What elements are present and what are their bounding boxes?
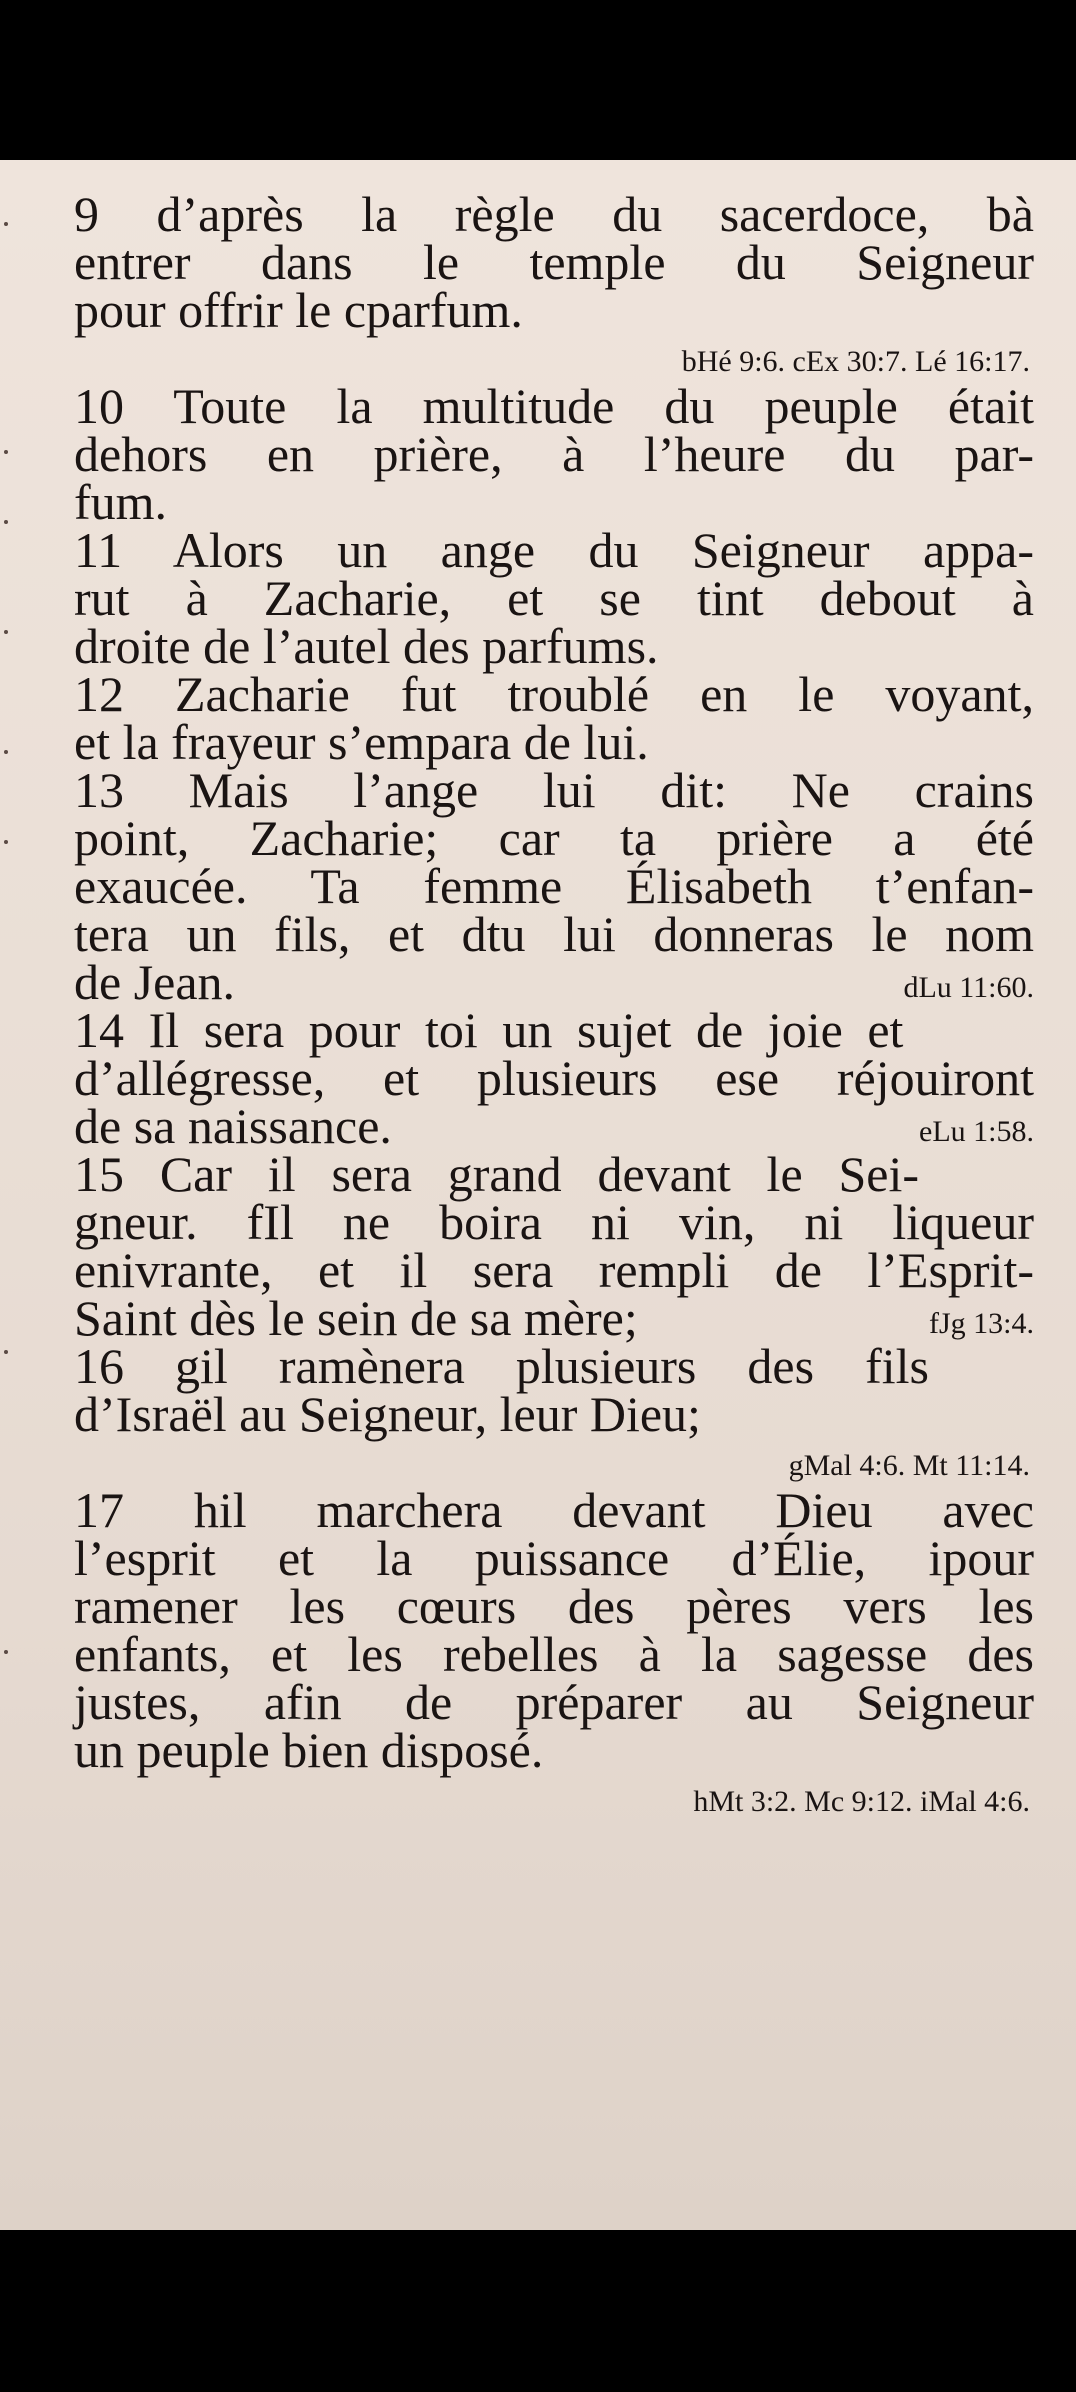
verse-line: 14 Il sera pour toi un sujet de joie et	[74, 1002, 904, 1058]
margin-mark	[4, 750, 8, 754]
verse-line: droite de l’autel des parfums.	[74, 618, 659, 674]
verse-line-with-reference	[74, 954, 1034, 1010]
margin-mark	[4, 630, 8, 634]
verse-line: fum.	[74, 474, 168, 530]
margin-mark	[4, 520, 8, 524]
verse-line: 17 hil marchera devant Dieu avec	[74, 1482, 1034, 1538]
cross-reference: dLu 11:60.	[903, 971, 1034, 1004]
verse-line: 9 d’après la règle du sacerdoce, bà	[74, 186, 1034, 242]
verse-line: un peuple bien disposé.	[74, 1722, 544, 1778]
bottom-black-bar	[0, 2230, 1076, 2392]
cross-reference: gMal 4:6. Mt 11:14.	[788, 1449, 1030, 1482]
verse-line: gneur. fIl ne boira ni vin, ni liqueur	[74, 1194, 1034, 1250]
top-black-bar	[0, 0, 1076, 160]
cross-reference: bHé 9:6. cEx 30:7. Lé 16:17.	[681, 345, 1030, 378]
verse-line: 13 Mais l’ange lui dit: Ne crains	[74, 762, 1034, 818]
verse-line: ramener les cœurs des pères vers les	[74, 1578, 1034, 1634]
verse-line: dehors en prière, à l’heure du par-	[74, 426, 1034, 482]
verse-line: d’Israël au Seigneur, leur Dieu;	[74, 1386, 701, 1442]
bible-page	[0, 160, 1076, 2230]
margin-mark	[4, 450, 8, 454]
cross-reference: fJg 13:4.	[929, 1307, 1034, 1340]
verse-line: d’allégresse, et plusieurs ese réjouiront	[74, 1050, 1034, 1106]
verse-line-text: de sa naissance.	[74, 1098, 392, 1154]
verse-line: exaucée. Ta femme Élisabeth t’enfan-	[74, 858, 1034, 914]
verse-line: l’esprit et la puissance d’Élie, ipour	[74, 1530, 1034, 1586]
margin-mark	[4, 1650, 8, 1654]
verse-line: rut à Zacharie, et se tint debout à	[74, 570, 1034, 626]
verse-line: 12 Zacharie fut troublé en le voyant,	[74, 666, 1034, 722]
verse-line-with-reference	[74, 1290, 1034, 1346]
verse-line-text: Saint dès le sein de sa mère;	[74, 1290, 638, 1346]
verse-line-text: de Jean.	[74, 954, 236, 1010]
margin-mark	[4, 1350, 8, 1354]
verse-line-with-reference	[74, 1098, 1034, 1154]
verse-line: pour offrir le cparfum.	[74, 282, 523, 338]
margin-mark	[4, 840, 8, 844]
verse-line: point, Zacharie; car ta prière a été	[74, 810, 1034, 866]
verse-line: 10 Toute la multitude du peuple était	[74, 378, 1034, 434]
verse-text-block	[74, 186, 1034, 1822]
verse-line: 15 Car il sera grand devant le Sei-	[74, 1146, 920, 1202]
verse-line: enivrante, et il sera rempli de l’Esprit-	[74, 1242, 1034, 1298]
cross-reference: hMt 3:2. Mc 9:12. iMal 4:6.	[693, 1785, 1030, 1818]
verse-line: entrer dans le temple du Seigneur	[74, 234, 1034, 290]
verse-line: 16 gil ramènera plusieurs des fils	[74, 1338, 929, 1394]
cross-reference: eLu 1:58.	[919, 1115, 1034, 1148]
verse-line: tera un fils, et dtu lui donneras le nom	[74, 906, 1034, 962]
verse-line: et la frayeur s’empara de lui.	[74, 714, 649, 770]
verse-line: enfants, et les rebelles à la sagesse des	[74, 1626, 1034, 1682]
margin-mark	[4, 222, 8, 226]
verse-line: justes, afin de préparer au Seigneur	[74, 1674, 1034, 1730]
verse-line: 11 Alors un ange du Seigneur appa-	[74, 522, 1034, 578]
